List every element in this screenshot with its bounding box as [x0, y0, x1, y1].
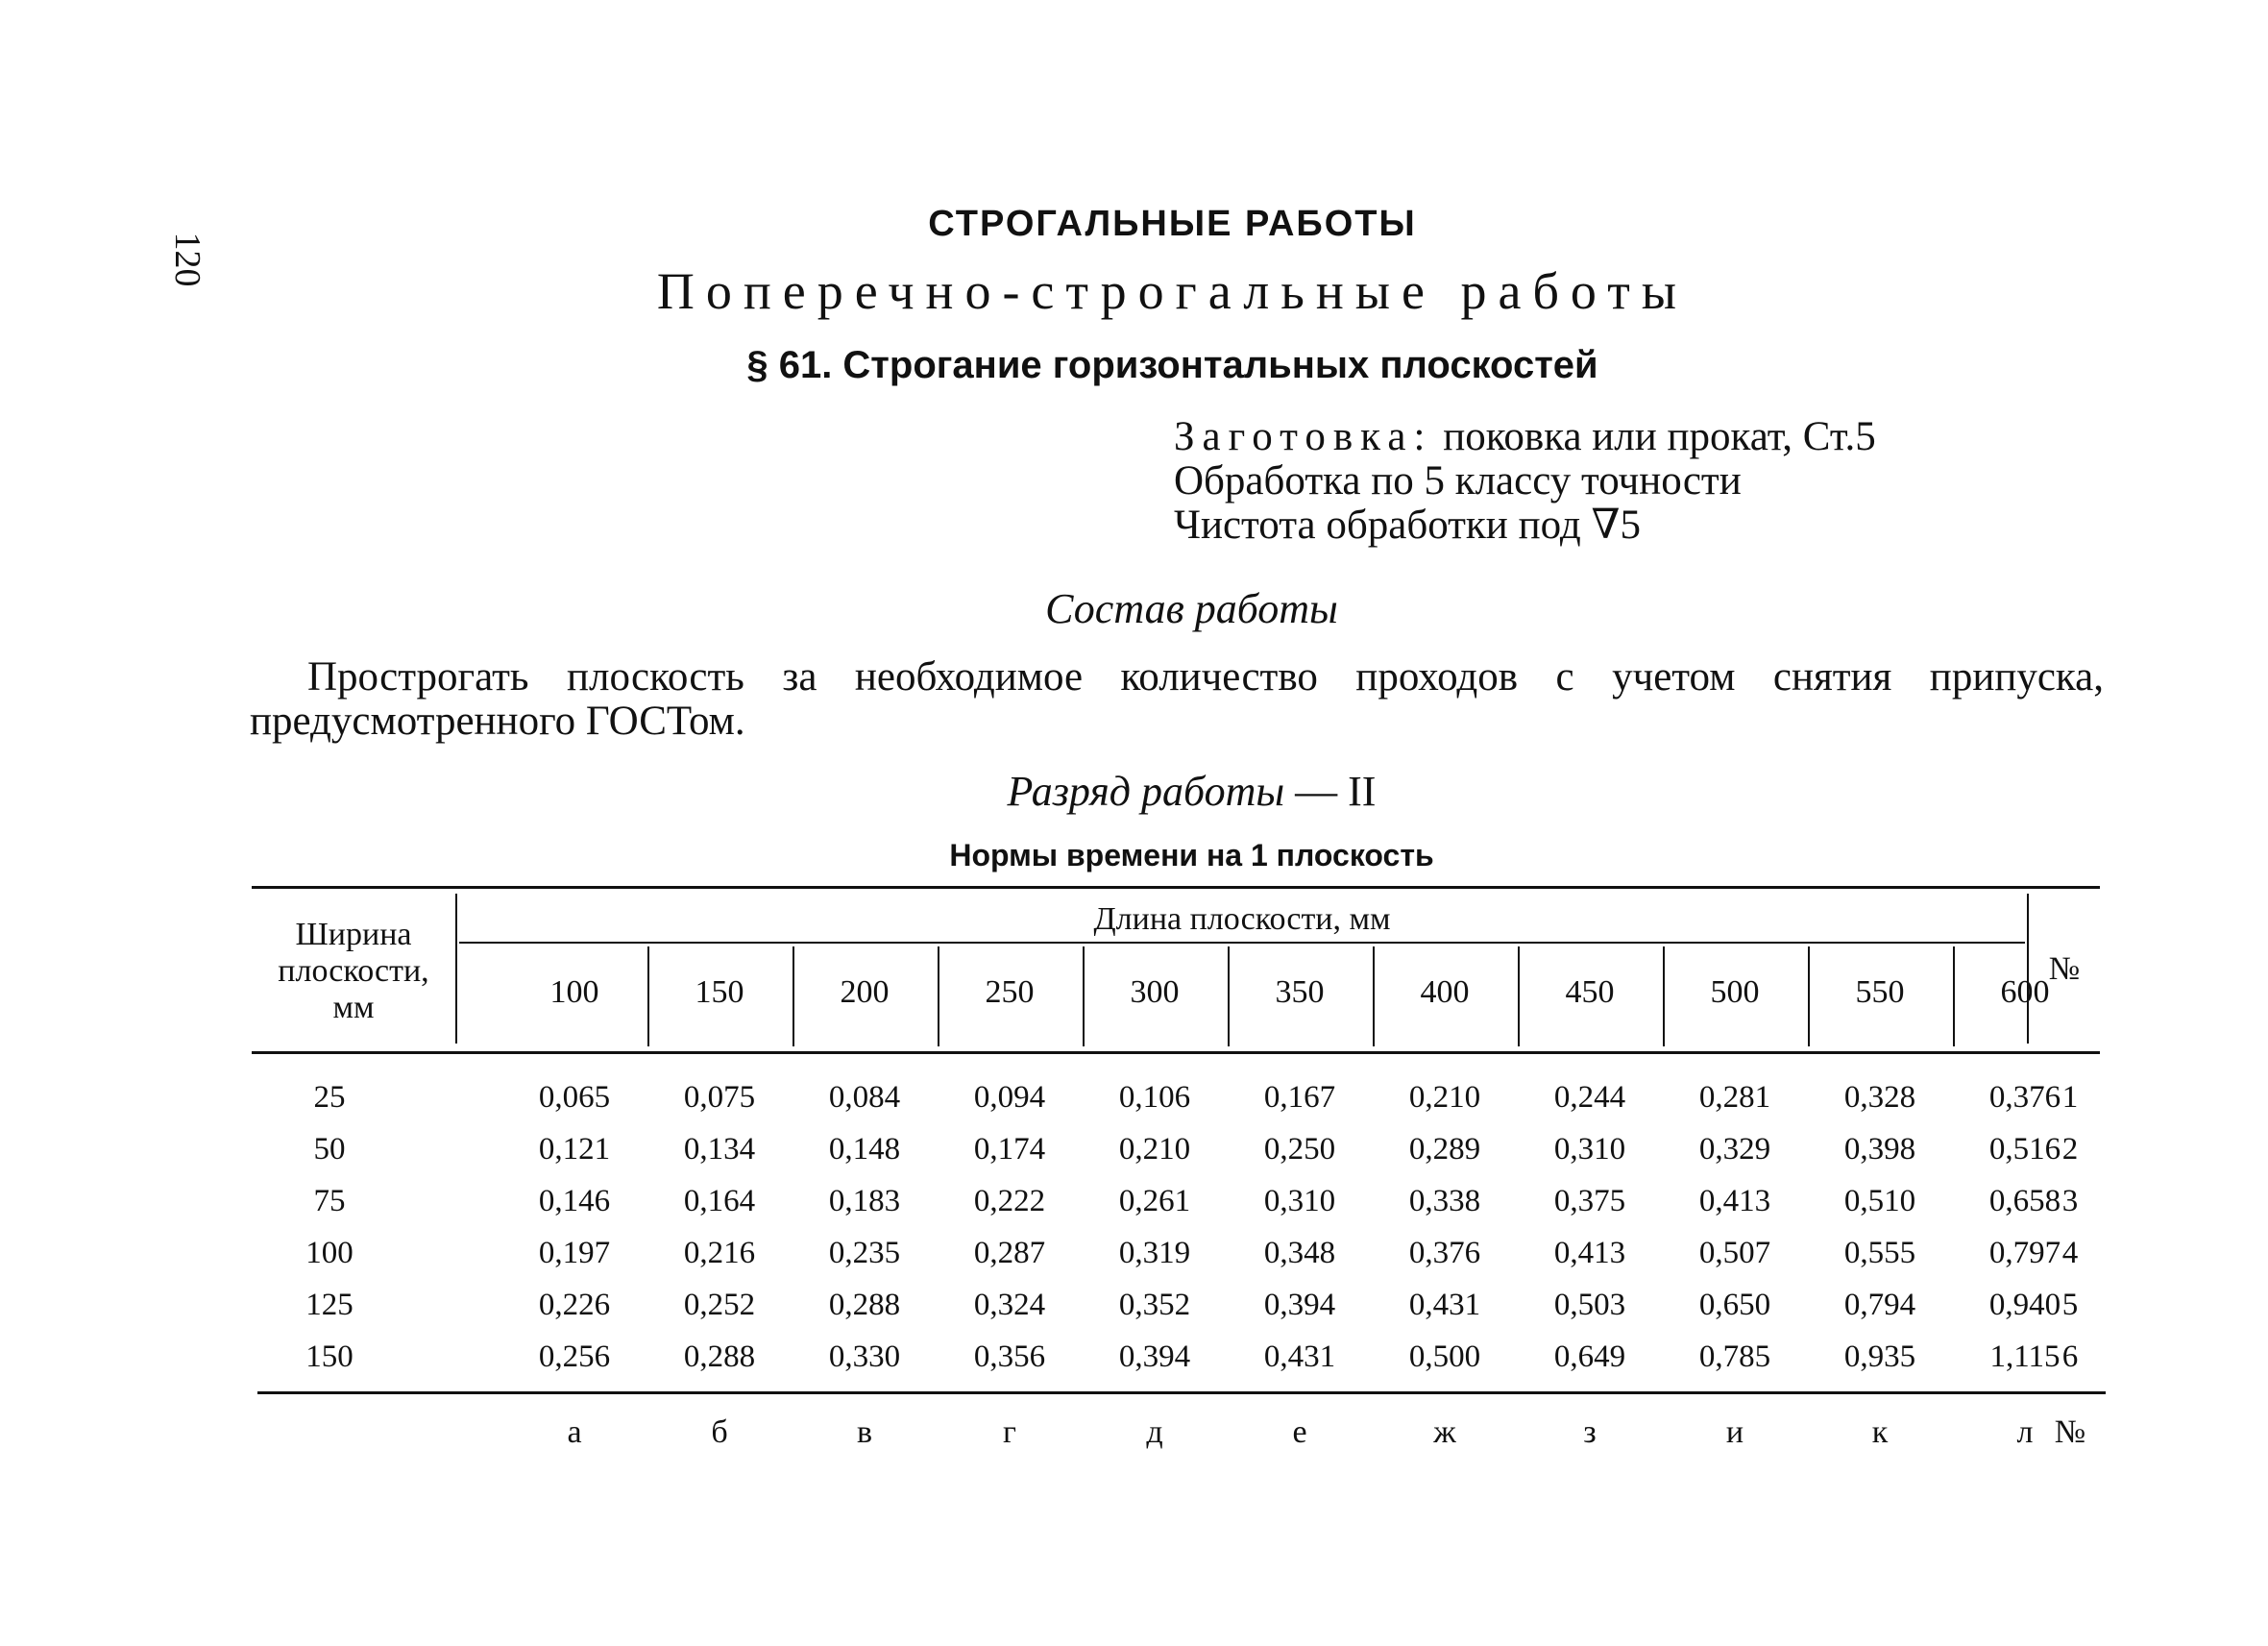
table-cell: 0,650	[1698, 1288, 1771, 1322]
header-bottom-rule	[252, 1051, 2100, 1054]
table-cell: 0,226	[538, 1288, 611, 1322]
table-cell: 0,507	[1698, 1236, 1771, 1270]
table-cell: 0,328	[1843, 1080, 1916, 1115]
row-width-cell: 125	[305, 1288, 354, 1322]
table-cell: 0,222	[973, 1184, 1046, 1218]
row-width-cell: 75	[313, 1184, 346, 1218]
workpiece-label: Заготовка:	[1174, 414, 1433, 459]
section-title: СТРОГАЛЬНЫЕ РАБОТЫ	[928, 204, 1417, 244]
subtitle: Поперечно-строгальные работы	[656, 262, 1689, 320]
table-cell: 0,649	[1553, 1339, 1626, 1374]
work-grade	[58, 767, 2268, 816]
length-header: Длина плоскости, мм	[1093, 901, 1391, 937]
width-header-line: Ширина	[295, 917, 412, 952]
table-cell: 0,094	[973, 1080, 1046, 1115]
width-header	[252, 917, 455, 1026]
number-header: №	[2048, 951, 2081, 987]
table-cell: 0,658	[1988, 1184, 2061, 1218]
table-cell: 0,310	[1553, 1132, 1626, 1167]
row-width-cell: 150	[305, 1339, 354, 1374]
work-grade-value: II	[1348, 768, 1377, 815]
column-letter: з	[1583, 1414, 1597, 1450]
table-cell: 0,065	[538, 1080, 611, 1115]
length-column-header: 250	[985, 974, 1035, 1010]
column-letter: б	[711, 1414, 728, 1450]
table-cell: 0,352	[1118, 1288, 1191, 1322]
table-top-rule	[252, 886, 2100, 889]
length-column-header: 100	[549, 974, 599, 1010]
table-cell: 0,174	[973, 1132, 1046, 1167]
row-width-cell: 25	[313, 1080, 346, 1115]
workpiece-info	[1174, 415, 1876, 548]
table-cell: 0,288	[683, 1339, 756, 1374]
length-column-header: 600	[2000, 974, 2050, 1010]
workpiece-line-2: Обработка по 5 классу точности	[1174, 458, 1742, 504]
work-grade-label: Разряд работы	[1007, 768, 1285, 815]
letters-number-label: №	[2054, 1414, 2086, 1450]
table-cell: 0,106	[1118, 1080, 1191, 1115]
length-column-header: 550	[1855, 974, 1905, 1010]
table-cell: 0,330	[828, 1339, 901, 1374]
length-column-header: 150	[695, 974, 744, 1010]
table-cell: 0,244	[1553, 1080, 1626, 1115]
table-cell: 0,075	[683, 1080, 756, 1115]
column-letter: а	[567, 1414, 582, 1450]
table-cell: 0,375	[1553, 1184, 1626, 1218]
table-cell: 0,503	[1553, 1288, 1626, 1322]
row-number-cell: 5	[2061, 1288, 2079, 1322]
column-letter: ж	[1433, 1414, 1456, 1450]
table-cell: 0,310	[1263, 1184, 1336, 1218]
table-cell: 0,348	[1263, 1236, 1336, 1270]
table-cell: 0,256	[538, 1339, 611, 1374]
table-cell: 0,319	[1118, 1236, 1191, 1270]
table-cell: 0,288	[828, 1288, 901, 1322]
table-cell: 0,216	[683, 1236, 756, 1270]
row-number-cell: 2	[2061, 1132, 2079, 1167]
row-width-cell: 100	[305, 1236, 354, 1270]
table-cell: 0,134	[683, 1132, 756, 1167]
table-cell: 0,197	[538, 1236, 611, 1270]
paragraph-title: § 61. Строгание горизонтальных плоскостей	[746, 344, 1598, 386]
table-cell: 0,121	[538, 1132, 611, 1167]
table-cell: 0,398	[1843, 1132, 1916, 1167]
table-cell: 0,356	[973, 1339, 1046, 1374]
column-letter: л	[2016, 1414, 2034, 1450]
table-cell: 0,148	[828, 1132, 901, 1167]
column-letter: в	[856, 1414, 873, 1450]
row-number-cell: 3	[2061, 1184, 2079, 1218]
table-cell: 0,413	[1553, 1236, 1626, 1270]
column-letter: и	[1725, 1414, 1744, 1450]
table-cell: 0,394	[1263, 1288, 1336, 1322]
table-cell: 0,250	[1263, 1132, 1336, 1167]
table-cell: 0,261	[1118, 1184, 1191, 1218]
work-description-line-1: Прострогать плоскость за необходимое количество проходов с учетом снятия припуска,	[307, 654, 2104, 700]
work-description-line-2: предусмотренного ГОСТом.	[250, 699, 745, 744]
table-cell: 0,500	[1408, 1339, 1481, 1374]
table-cell: 0,394	[1118, 1339, 1191, 1374]
table-cell: 0,413	[1698, 1184, 1771, 1218]
table-cell: 0,210	[1118, 1132, 1191, 1167]
workpiece-value: поковка или прокат, Ст.5	[1432, 414, 1876, 459]
row-width-cell: 50	[313, 1132, 346, 1167]
work-description	[250, 655, 2104, 744]
row-number-cell: 6	[2061, 1339, 2079, 1374]
table-cell: 0,338	[1408, 1184, 1481, 1218]
table-caption: Нормы времени на 1 плоскость	[949, 838, 1434, 872]
table-cell: 0,935	[1843, 1339, 1916, 1374]
length-column-header: 200	[840, 974, 890, 1010]
table-cell: 0,084	[828, 1080, 901, 1115]
table-cell: 0,287	[973, 1236, 1046, 1270]
table-cell: 0,555	[1843, 1236, 1916, 1270]
table-cell: 0,940	[1988, 1288, 2061, 1322]
table-cell: 0,324	[973, 1288, 1046, 1322]
table-cell: 0,376	[1408, 1236, 1481, 1270]
length-column-header: 450	[1565, 974, 1615, 1010]
table-cell: 0,183	[828, 1184, 901, 1218]
table-cell: 0,516	[1988, 1132, 2061, 1167]
table-cell: 0,235	[828, 1236, 901, 1270]
row-number-cell: 4	[2061, 1236, 2079, 1270]
table-cell: 0,164	[683, 1184, 756, 1218]
column-letter: к	[1871, 1414, 1889, 1450]
page-number: 120	[167, 232, 207, 287]
table-cell: 0,510	[1843, 1184, 1916, 1218]
table-cell: 0,289	[1408, 1132, 1481, 1167]
work-composition-title: Состав работы	[1045, 585, 1338, 632]
workpiece-line-1	[1174, 415, 1876, 459]
length-header-rule	[459, 942, 2025, 944]
table-cell: 0,167	[1263, 1080, 1336, 1115]
length-column-header: 500	[1710, 974, 1760, 1010]
table-cell: 0,794	[1843, 1288, 1916, 1322]
table-cell: 0,785	[1698, 1339, 1771, 1374]
table-cell: 0,329	[1698, 1132, 1771, 1167]
table-cell: 0,797	[1988, 1236, 2061, 1270]
column-letter: е	[1292, 1414, 1307, 1450]
table-cell: 1,115	[1989, 1339, 2061, 1374]
table-cell: 0,431	[1408, 1288, 1481, 1322]
width-header-line: плоскости,	[278, 953, 429, 989]
table-cell: 0,281	[1698, 1080, 1771, 1115]
width-column-divider	[455, 894, 457, 1044]
column-letter: д	[1146, 1414, 1163, 1450]
table-cell: 0,431	[1263, 1339, 1336, 1374]
work-grade-separator: —	[1284, 768, 1349, 815]
table-bottom-rule	[257, 1391, 2106, 1394]
length-column-header: 350	[1275, 974, 1325, 1010]
length-column-header: 300	[1130, 974, 1180, 1010]
width-header-line: мм	[332, 990, 375, 1025]
row-number-cell: 1	[2061, 1080, 2079, 1115]
table-cell: 0,210	[1408, 1080, 1481, 1115]
table-cell: 0,376	[1988, 1080, 2061, 1115]
column-letter: г	[1003, 1414, 1016, 1450]
length-column-header: 400	[1420, 974, 1470, 1010]
workpiece-line-3: Чистота обработки под ∇5	[1174, 503, 1641, 548]
table-cell: 0,146	[538, 1184, 611, 1218]
table-cell: 0,252	[683, 1288, 756, 1322]
